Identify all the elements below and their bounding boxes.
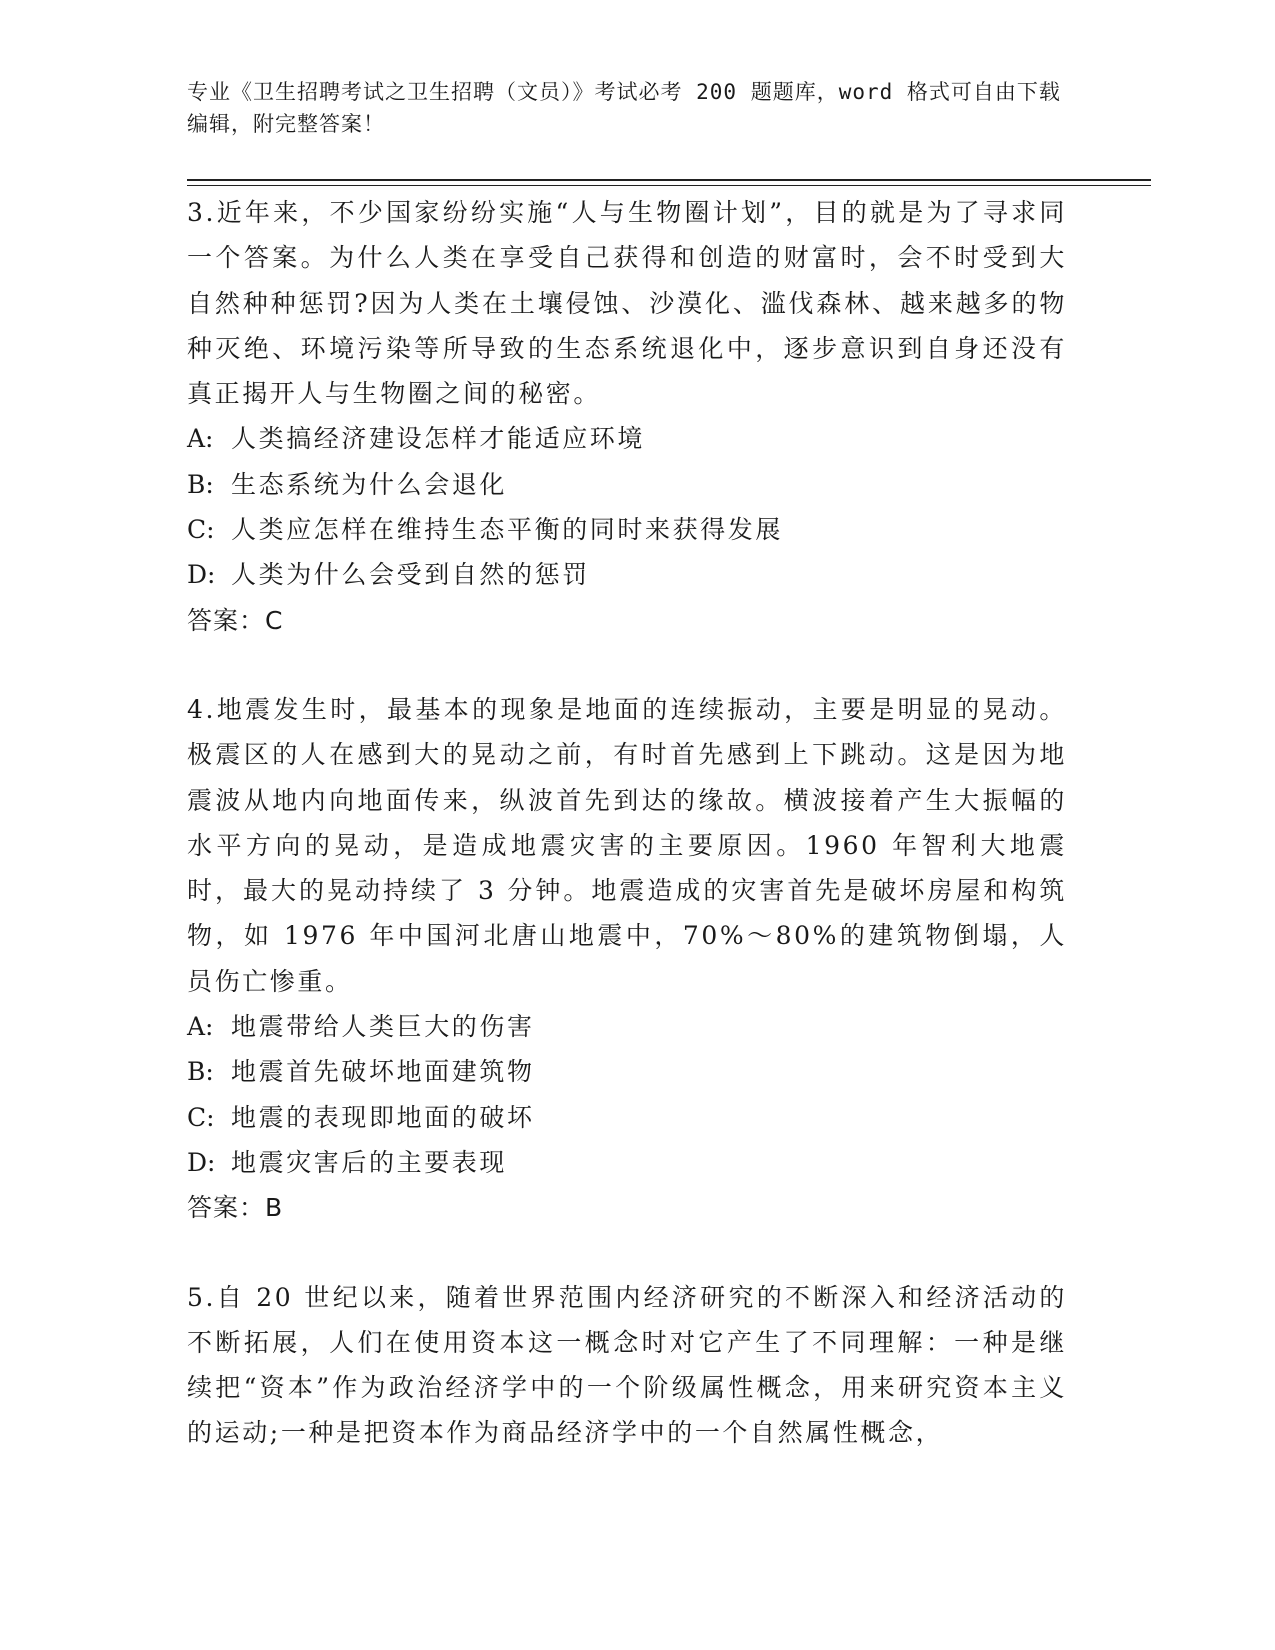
option-letter: A: bbox=[187, 424, 214, 454]
question-text: 3.近年来，不少国家纷纷实施“人与生物圈计划”，目的就是为了寻求同一个答案。为什么人类在享受自己获得和创造的财富时，会不时受到大自然种种惩罚?因为人类在土壤侵蚀、沙漠化、滥伐森林、越来越多的物种灭绝、环境污染等所导致的生态系统退化中，逐步意识到自身还没有真正揭开人与生物圈之间的秘密。 bbox=[187, 198, 1067, 409]
option-letter: C: bbox=[187, 515, 215, 545]
answer-line: 答案：B bbox=[187, 1193, 284, 1223]
option-letter: A: bbox=[187, 1012, 214, 1042]
option-text: 地震的表现即地面的破坏 bbox=[231, 1102, 535, 1132]
option-letter: C: bbox=[187, 1102, 215, 1132]
question-4 bbox=[187, 687, 1067, 1231]
option-d bbox=[187, 552, 1067, 597]
header-rule-thick bbox=[187, 179, 1151, 181]
option-letter: D: bbox=[187, 1147, 216, 1177]
question-text: 5.自 20 世纪以来，随着世界范围内经济研究的不断深入和经济活动的不断拓展，人们在使用资本这一概念时对它产生了不同理解：一种是继续把“资本”作为政治经济学中的一个阶级属性概念，用来研究资本主义的运动;一种是把资本作为商品经济学中的一个自然属性概念， bbox=[187, 1282, 1067, 1448]
answer-line: 答案：C bbox=[187, 605, 284, 635]
option-letter: D: bbox=[187, 560, 216, 590]
page-header: 专业《卫生招聘考试之卫生招聘（文员）》考试必考 200 题题库，word 格式可自由下载编辑，附完整答案！ bbox=[187, 80, 1061, 136]
option-b bbox=[187, 462, 1067, 507]
question-text: 4.地震发生时，最基本的现象是地面的连续振动，主要是明显的晃动。极震区的人在感到大的晃动之前，有时首先感到上下跳动。这是因为地震波从地内向地面传来，纵波首先到达的缘故。横波接着产生大振幅的水平方向的晃动，是造成地震灾害的主要原因。1960 年智利大地震时，最大的晃动持续了 3 分钟。地震造成的灾害首先是破坏房屋和构筑物，如 1976 年中国河北唐山地震中，70%～80%的建筑物倒塌，人员伤亡惨重。 bbox=[187, 694, 1067, 996]
option-text: 生态系统为什么会退化 bbox=[231, 469, 508, 499]
document-body bbox=[187, 190, 1067, 1500]
option-text: 人类搞经济建设怎样才能适应环境 bbox=[231, 424, 646, 454]
question-5 bbox=[187, 1275, 1067, 1456]
option-text: 人类为什么会受到自然的惩罚 bbox=[231, 560, 590, 590]
option-b bbox=[187, 1049, 1067, 1094]
option-text: 人类应怎样在维持生态平衡的同时来获得发展 bbox=[231, 515, 784, 545]
option-text: 地震灾害后的主要表现 bbox=[231, 1147, 508, 1177]
option-a bbox=[187, 1004, 1067, 1049]
header-rule-thin bbox=[187, 185, 1151, 186]
option-letter: B: bbox=[187, 1057, 214, 1087]
option-letter: B: bbox=[187, 469, 214, 499]
option-c bbox=[187, 1095, 1067, 1140]
option-c bbox=[187, 507, 1067, 552]
question-3 bbox=[187, 190, 1067, 643]
option-a bbox=[187, 416, 1067, 461]
option-d bbox=[187, 1140, 1067, 1185]
option-text: 地震带给人类巨大的伤害 bbox=[231, 1012, 535, 1042]
option-text: 地震首先破坏地面建筑物 bbox=[231, 1057, 535, 1087]
